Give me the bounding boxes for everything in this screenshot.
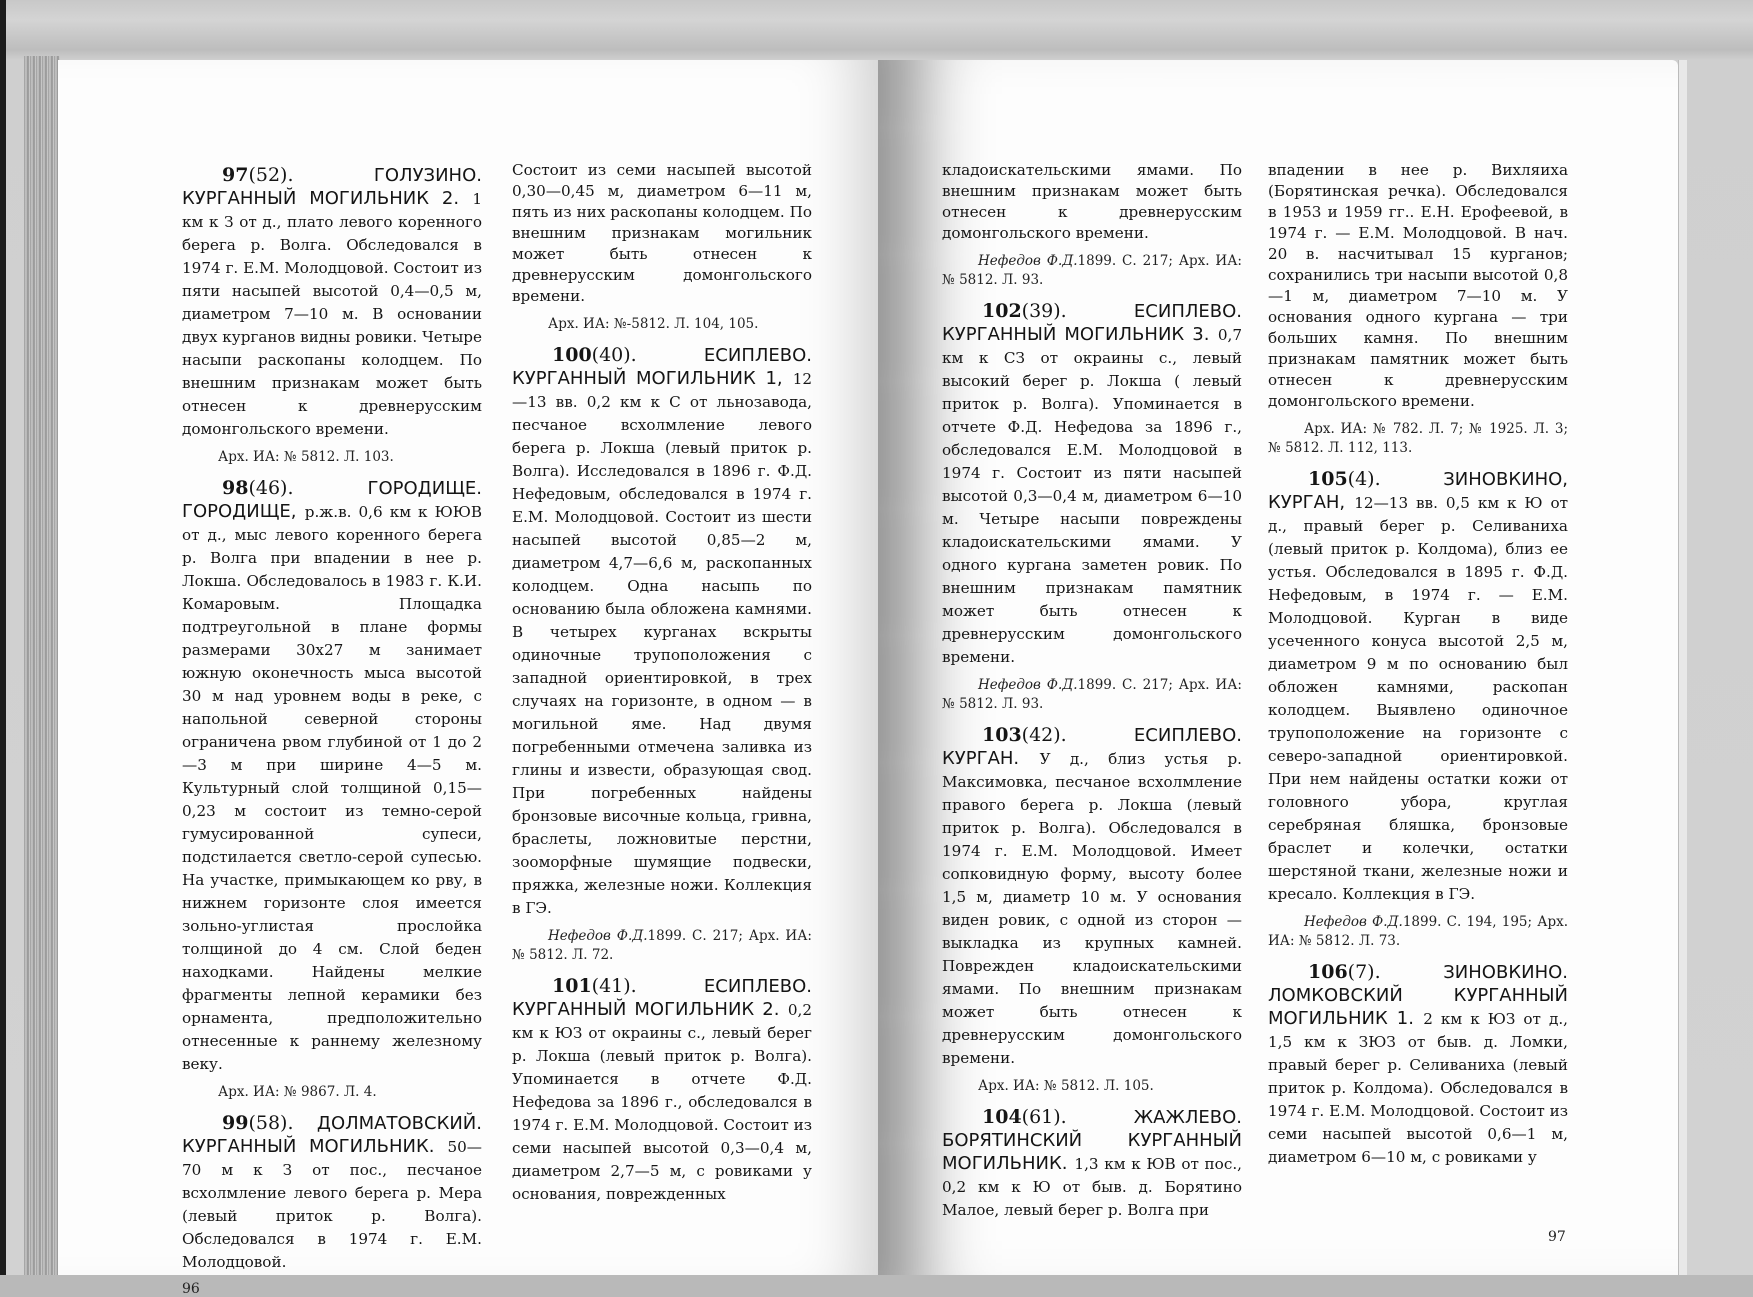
reference-author: Нефедов Ф.Д. bbox=[548, 928, 648, 944]
entry-body: 0,7 км к СЗ от окраины с., левый высокий берег р. Локша ( левый приток р. Волга). Упоминается в отчете Ф.Д. Нефедова за 1896 г., обследовался Е.М. Молодцовой в 1974 г. Состоит из пяти насыпей высотой 0,3—0,4 м, диаметром 6—10 м. Четыре насыпи повреждены кладоискательскими ямами. У одного кургана заметен ровик. По внешним признакам памятник может быть отнесен к древнерусским домонгольского времени. bbox=[942, 326, 1243, 666]
archive-reference bbox=[942, 1077, 1242, 1096]
entry-title: ЕСИПЛЕВО. КУРГАННЫЙ МОГИЛЬНИК 1, bbox=[512, 345, 812, 389]
continued-text: кладоискательскими ямами. По внешним признакам может быть отнесен к древнерусским домонгольского времени. bbox=[942, 161, 1242, 242]
continued-text: Состоит из семи насыпей высотой 0,30—0,45 м, диаметром 6—11 м, пять из них раскопаны колодцем. По внешним признакам могильник может быть отнесен к древнерусским домонгольского времени. bbox=[512, 161, 812, 305]
entry-number: 101 bbox=[552, 975, 592, 997]
scanner-edge bbox=[0, 0, 6, 1275]
entry-body: 0,2 км к ЮЗ от окраины с., левый берег р. Локша (левый приток р. Волга). Упоминается в отчете Ф.Д. Нефедова за 1896 г., обследовался в 1974 г. Е.М. Молодцовой. Состоит из семи насыпей высотой 0,3—0,4 м, диаметром 2,7—5 м, с ровиками у основания, поврежденных bbox=[512, 1001, 813, 1203]
archive-reference bbox=[182, 448, 482, 467]
column-4 bbox=[1268, 160, 1568, 1168]
entry-old-number: (42). bbox=[1021, 724, 1067, 746]
entry-number: 102 bbox=[982, 300, 1022, 322]
archive-reference bbox=[182, 1083, 482, 1102]
entry-number: 99 bbox=[222, 1112, 249, 1134]
right-page-edge bbox=[1678, 60, 1687, 1275]
entry-number: 97 bbox=[222, 164, 249, 186]
reference-author: Нефедов Ф.Д. bbox=[978, 677, 1078, 693]
entry-number: 100 bbox=[552, 344, 592, 366]
entry-100 bbox=[512, 344, 812, 919]
archive-reference bbox=[512, 927, 812, 965]
entry-old-number: (41). bbox=[591, 975, 637, 997]
entry-97 bbox=[182, 164, 482, 440]
entry-102 bbox=[942, 300, 1242, 668]
archive-reference bbox=[1268, 420, 1568, 458]
reference-text: Арх. ИА: № 5812. Л. 103. bbox=[218, 449, 394, 465]
entry-title: ГОЛУЗИНО. КУРГАННЫЙ МОГИЛЬНИК 2. bbox=[182, 165, 482, 209]
column-3 bbox=[942, 160, 1242, 1221]
entry-number: 98 bbox=[222, 477, 249, 499]
entry-body: 1,3 км к ЮВ от пос., 0,2 км к Ю от быв. д. Борятино Малое, левый берег р. Волга при bbox=[942, 1155, 1242, 1219]
continued-text: впадении в нее р. Вихляиха (Борятинская речка). Обследовался в 1953 и 1959 гг.. Е.Н. Ерофеевой, в 1974 г. — Е.М. Молодцовой. В нач. 20 в. насчитывал 15 курганов; сохранились три насыпи высотой 0,8—1 м, диаметром 7—10 м. У основания одного кургана — три больших камня. По внешним признакам памятник может быть отнесен к древнерусским домонгольского времени. bbox=[1268, 161, 1568, 410]
entry-98 bbox=[182, 477, 482, 1075]
page-number-right: 97 bbox=[1548, 1229, 1566, 1245]
column-2 bbox=[512, 160, 812, 1205]
entry-number: 105 bbox=[1308, 468, 1348, 490]
entry-105 bbox=[1268, 468, 1568, 905]
archive-reference bbox=[512, 315, 812, 334]
entry-number: 104 bbox=[982, 1106, 1022, 1128]
entry-body: р.ж.в. 0,6 км к ЮЮВ от д., мыс левого коренного берега р. Волга при впадении в нее р. Локша. Обследовалось в 1983 г. К.И. Комаровым. Площадка подтреугольной в плане формы размерами 30х27 м занимает южную оконечность мыса высотой 30 м над уровнем воды в реке, с напольной северной стороны ограничена рвом глубиной от 1 до 2—3 м при ширине 4—5 м. Культурный слой толщиной 0,15—0,23 м состоит из темно-серой гумусированной супеси, подстилается светло-серой супесью. На участке, примыкающем ко рву, в нижнем горизонте слоя имеется зольно-углистая прослойка толщиной до 4 см. Слой беден находками. Найдены мелкие фрагменты лепной керамики без орнамента, предположительно отнесенные к раннему железному веку. bbox=[182, 503, 482, 1073]
reference-text: 1899. С. 217; Арх. ИА: № 5812. Л. 72. bbox=[512, 928, 812, 963]
entry-old-number: (4). bbox=[1347, 468, 1381, 490]
entry-body: 50—70 м к З от пос., песчаное всхолмление левого берега р. Мера (левый приток р. Волга). Обследовался в 1974 г. Е.М. Молодцовой. bbox=[182, 1138, 482, 1271]
reference-text: Арх. ИА: №-5812. Л. 104, 105. bbox=[548, 316, 759, 332]
archive-reference bbox=[942, 252, 1242, 290]
entry-title: ЕСИПЛЕВО. КУРГАННЫЙ МОГИЛЬНИК 2. bbox=[512, 976, 812, 1020]
entry-title: ЕСИПЛЕВО. КУРГАННЫЙ МОГИЛЬНИК 3. bbox=[942, 301, 1242, 345]
column-1 bbox=[182, 160, 482, 1273]
entry-old-number: (40). bbox=[591, 344, 637, 366]
entry-old-number: (61). bbox=[1021, 1106, 1067, 1128]
page-number-left: 96 bbox=[182, 1281, 200, 1297]
reference-author: Нефедов Ф.Д. bbox=[1304, 914, 1403, 930]
archive-reference bbox=[942, 676, 1242, 714]
entry-104 bbox=[942, 1106, 1242, 1221]
entry-title: ЗИНОВКИНО. ЛОМКОВСКИЙ КУРГАННЫЙ МОГИЛЬНИК 1. bbox=[1268, 962, 1568, 1029]
reference-text: 1899. С. 217; Арх. ИА: № 5812. Л. 93. bbox=[942, 253, 1242, 288]
page-stack-edge bbox=[24, 56, 60, 1275]
reference-text: 1899. С. 217; Арх. ИА: № 5812. Л. 93. bbox=[942, 677, 1242, 712]
entry-body: 12—13 вв. 0,2 км к С от льнозавода, песчаное всхолмление левого берега р. Локша (левый приток р. Волга). Исследовался в 1896 г. Ф.Д. Нефедовым, обследовался в 1974 г. Е.М. Молодцовой. Состоит из шести насыпей высотой 0,85—2 м, диаметром 4,7—6,6 м, раскопанных колодцем. Одна насыпь по основанию была обложена камнями. В четырех курганах вскрыты одиночные трупоположения с западной ориентировкой, в трех случаях на горизонте, в одном — в могильной яме. Над двумя погребенными отмечена заливка из глины и извести, образующая свод. При погребенных найдены бронзовые височные кольца, гривна, браслеты, ложновитые перстни, зооморфные шумящие подвески, пряжка, железные ножи. Коллекция в ГЭ. bbox=[512, 370, 813, 917]
entry-106 bbox=[1268, 961, 1568, 1168]
archive-reference bbox=[1268, 913, 1568, 951]
entry-old-number: (46). bbox=[248, 477, 294, 499]
entry-body: У д., близ устья р. Максимовка, песчаное всхолмление правого берега р. Локша (левый приток р. Волга). Обследовался в 1974 г. Е.М. Молодцовой. Имеет сопковидную форму, высоту более 1,5 м, диаметр 10 м. У основания виден ровик, с одной из сторон — выкладка из крупных камней. Поврежден кладоискательскими ямами. По внешним признакам может быть отнесен к древнерусским домонгольского времени. bbox=[942, 750, 1242, 1067]
entry-103 bbox=[942, 724, 1242, 1069]
entry-title: ЗИНОВКИНО, КУРГАН, bbox=[1268, 469, 1568, 513]
entry-title: ГОРОДИЩЕ. ГОРОДИЩЕ, bbox=[182, 478, 482, 522]
entry-99 bbox=[182, 1112, 482, 1273]
entry-body: 1 км к З от д., плато левого коренного берега р. Волга. Обследовался в 1974 г. Е.М. Молодцовой. Состоит из пяти насыпей высотой 0,4—0,5 м, диаметром 7—10 м. В основании двух курганов видны ровики. Четыре насыпи раскопаны колодцем. По внешним признакам может быть отнесен к древнерусским домонгольского времени. bbox=[182, 190, 483, 438]
entry-old-number: (52). bbox=[248, 164, 294, 186]
reference-author: Нефедов Ф.Д. bbox=[978, 253, 1078, 269]
entry-number: 103 bbox=[982, 724, 1022, 746]
entry-101 bbox=[512, 975, 812, 1205]
entry-title: ЕСИПЛЕВО. КУРГАН. bbox=[942, 725, 1242, 769]
reference-text: 1899. С. 194, 195; Арх. ИА: № 5812. Л. 73. bbox=[1268, 914, 1569, 949]
entry-title: ДОЛМАТОВСКИЙ. КУРГАННЫЙ МОГИЛЬНИК. bbox=[182, 1113, 482, 1157]
entry-body: 12—13 вв. 0,5 км к Ю от д., правый берег р. Селиваниха (левый приток р. Колдома), близ ее устья. Обследовался в 1895 г. Ф.Д. Нефедовым, в 1974 г. — Е.М. Молодцовой. Курган в виде усеченного конуса высотой 2,5 м, диаметром 9 м по основанию был обложен камнями, раскопан колодцем. Выявлено одиночное трупоположение на горизонте с северо-западной ориентировкой. При нем найдены остатки кожи от головного убора, круглая серебряная бляшка, бронзовые браслет и колечки, остатки шерстяной ткани, железные ножи и кресало. Коллекция в ГЭ. bbox=[1268, 494, 1568, 903]
entry-title: ЖАЖЛЕВО. БОРЯТИНСКИЙ КУРГАННЫЙ МОГИЛЬНИК. bbox=[942, 1107, 1242, 1174]
reference-text: Арх. ИА: № 782. Л. 7; № 1925. Л. 3; № 5812. Л. 112, 113. bbox=[1268, 421, 1568, 456]
entry-number: 106 bbox=[1308, 961, 1348, 983]
entry-old-number: (39). bbox=[1021, 300, 1067, 322]
entry-body: 2 км к ЮЗ от д., 1,5 км к ЗЮЗ от быв. д. Ломки, правый берег р. Селиваниха (левый приток р. Колдома). Обследовался в 1974 г. Е.М. Молодцовой. Состоит из семи насыпей высотой 0,6—1 м, диаметром 6—10 м, с ровиками у bbox=[1268, 1010, 1569, 1166]
reference-text: Арх. ИА: № 5812. Л. 105. bbox=[978, 1078, 1154, 1094]
entry-old-number: (7). bbox=[1347, 961, 1381, 983]
entry-old-number: (58). bbox=[248, 1112, 294, 1134]
reference-text: Арх. ИА: № 9867. Л. 4. bbox=[218, 1084, 377, 1100]
